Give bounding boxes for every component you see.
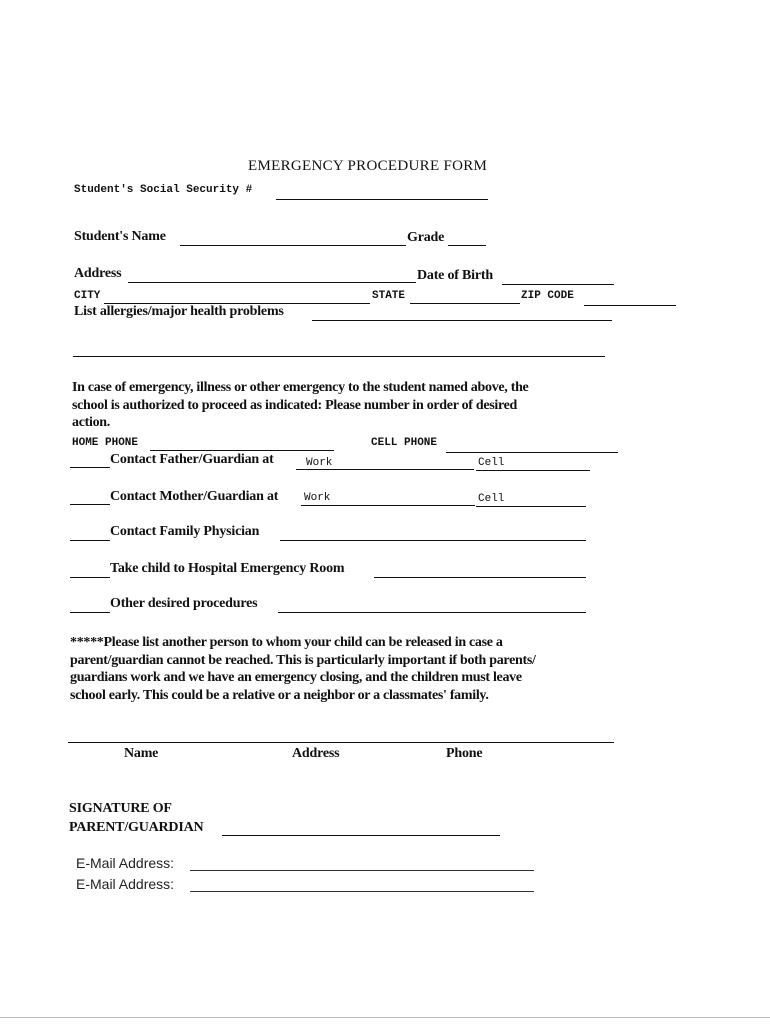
other-procedures-label: Other desired procedures xyxy=(110,596,258,611)
physician-priority-field[interactable] xyxy=(70,540,110,541)
allergies-field-2[interactable] xyxy=(73,356,605,357)
physician-label: Contact Family Physician xyxy=(110,524,260,539)
home-phone-label: HOME PHONE xyxy=(72,437,139,449)
release-address-column: Address xyxy=(292,746,340,761)
release-phone-column: Phone xyxy=(446,746,483,761)
dob-label: Date of Birth xyxy=(417,268,493,283)
release-name-column: Name xyxy=(124,746,159,761)
zip-field[interactable] xyxy=(584,305,676,306)
cell-phone-label: CELL PHONE xyxy=(371,437,438,449)
father-priority-field[interactable] xyxy=(70,467,110,468)
zip-label: ZIP CODE xyxy=(521,290,574,302)
father-work-field[interactable] xyxy=(296,469,474,470)
allergies-label: List allergies/major health problems xyxy=(74,304,284,319)
physician-field[interactable] xyxy=(280,540,586,541)
student-name-label: Student's Name xyxy=(74,229,166,244)
signature-label-line1: SIGNATURE OF xyxy=(69,801,172,816)
mother-work-label: Work xyxy=(304,492,331,504)
email-label-2: E-Mail Address: xyxy=(76,876,175,892)
grade-label: Grade xyxy=(407,230,445,245)
dob-field[interactable] xyxy=(502,284,614,285)
father-cell-field[interactable] xyxy=(476,470,590,471)
hospital-field[interactable] xyxy=(374,577,586,578)
signature-label-line2: PARENT/GUARDIAN xyxy=(69,820,204,835)
father-work-label: Work xyxy=(306,457,333,469)
form-title: EMERGENCY PROCEDURE FORM xyxy=(248,158,488,174)
mother-label: Contact Mother/Guardian at xyxy=(110,489,279,504)
state-field[interactable] xyxy=(410,303,520,304)
ssn-field[interactable] xyxy=(276,199,488,200)
hospital-label: Take child to Hospital Emergency Room xyxy=(110,561,345,576)
mother-cell-field[interactable] xyxy=(476,506,586,507)
email-field-2[interactable] xyxy=(190,891,534,892)
mother-cell-label: Cell xyxy=(478,493,505,505)
page-bottom-rule xyxy=(0,1017,770,1018)
cell-phone-field[interactable] xyxy=(446,452,618,453)
email-field-1[interactable] xyxy=(190,870,534,871)
state-label: STATE xyxy=(372,290,406,302)
city-label: CITY xyxy=(74,290,101,302)
signature-field[interactable] xyxy=(222,835,500,836)
grade-field[interactable] xyxy=(448,245,486,246)
other-procedures-field[interactable] xyxy=(278,612,586,613)
allergies-field[interactable] xyxy=(312,320,612,321)
address-field[interactable] xyxy=(128,282,416,283)
release-person-field[interactable] xyxy=(68,742,614,743)
student-name-field[interactable] xyxy=(180,245,406,246)
mother-priority-field[interactable] xyxy=(70,504,110,505)
address-label: Address xyxy=(74,266,122,281)
mother-work-field[interactable] xyxy=(301,505,475,506)
release-note-text: *****Please list another person to whom your child can be released in case a parent/guardian cannot be reached. This is particularly important if both parents/ guardians work and we have an emergency closing, and the children must leave school early. This could be a relative or a neighbor or a classmates' family. xyxy=(70,635,536,703)
home-phone-field[interactable] xyxy=(150,450,334,451)
father-cell-label: Cell xyxy=(478,457,505,469)
instructions-text: In case of emergency, illness or other emergency to the student named above, the school is authorized to proceed as indicated: Please number in order of desired action. xyxy=(72,380,529,430)
email-label-1: E-Mail Address: xyxy=(76,855,175,871)
father-label: Contact Father/Guardian at xyxy=(110,452,274,467)
other-priority-field[interactable] xyxy=(70,612,110,613)
hospital-priority-field[interactable] xyxy=(70,577,110,578)
ssn-label: Student's Social Security # xyxy=(74,184,253,196)
